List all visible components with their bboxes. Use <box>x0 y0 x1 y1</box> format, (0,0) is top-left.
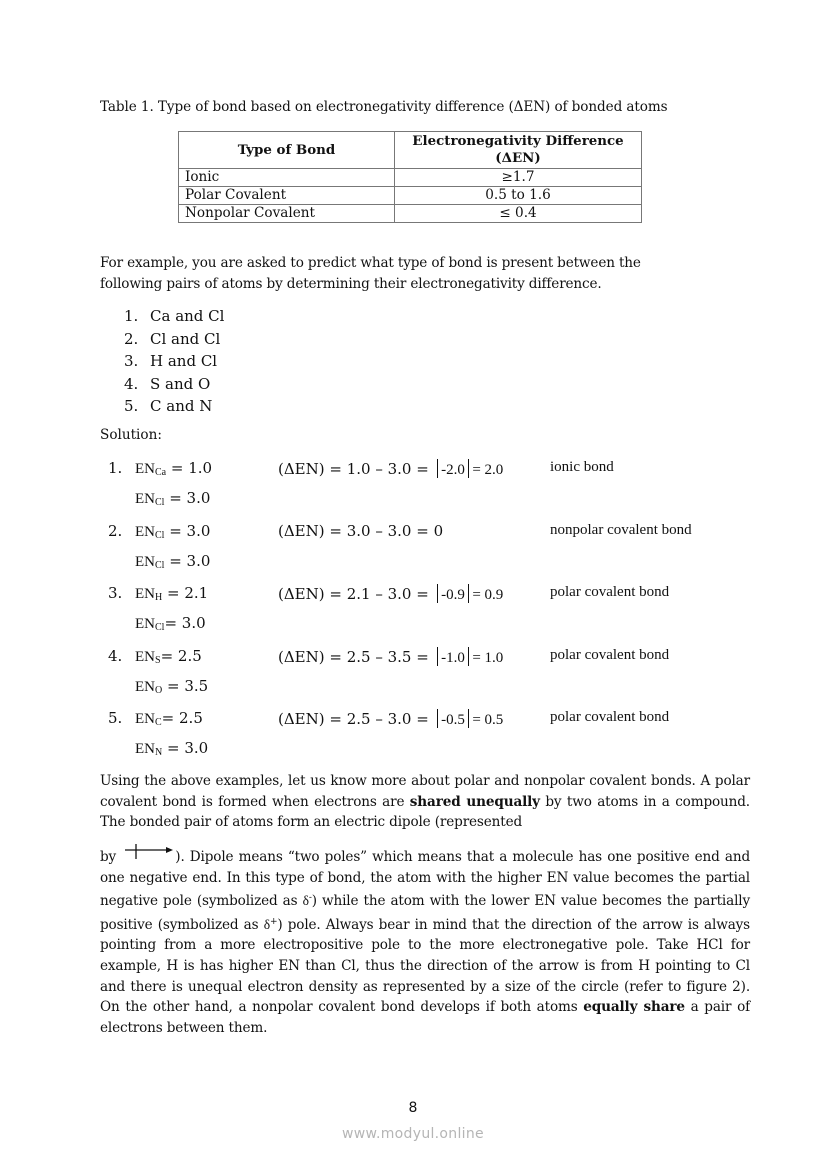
list-number: 2. <box>124 329 139 348</box>
header-type-of-bond: Type of Bond <box>179 132 395 169</box>
en-first-atom <box>135 584 208 603</box>
solution-number: 1. <box>108 459 123 477</box>
absolute-value <box>434 462 504 478</box>
dipole-paragraph <box>100 843 750 1038</box>
intro-paragraph <box>100 253 750 294</box>
en-value: = 3.0 <box>164 522 211 540</box>
solution-number: 3. <box>108 584 123 602</box>
list-item <box>124 305 224 328</box>
en-first-atom <box>135 647 202 666</box>
delta-en-calculation <box>278 709 503 729</box>
en-first-atom <box>135 522 210 541</box>
element-subscript: H <box>155 592 163 603</box>
abs-result: = 0.5 <box>472 712 504 728</box>
list-item <box>124 395 224 418</box>
en-label: EN <box>135 616 155 632</box>
delta-en-calculation <box>278 522 443 540</box>
solution-item <box>108 522 748 542</box>
delta-en-calculation <box>278 459 503 479</box>
en-label: EN <box>135 711 155 727</box>
en-second-atom <box>135 552 210 571</box>
bond-type-result: polar covalent bond <box>550 584 670 600</box>
abs-inner: -0.9 <box>441 587 465 603</box>
intro-line-2: following pairs of atoms by determining their electronegativity difference. <box>100 275 602 292</box>
en-label: EN <box>135 554 155 570</box>
list-item <box>124 373 224 396</box>
delta-symbol: δ <box>263 916 270 932</box>
bond-type-result: polar covalent bond <box>550 647 670 663</box>
absolute-value <box>434 650 504 666</box>
list-item <box>124 328 224 351</box>
en-first-atom <box>135 459 212 478</box>
en-range-cell: 0.5 to 1.6 <box>395 187 642 205</box>
en-value: = 3.5 <box>162 677 209 695</box>
calc-expression: (ΔEN) = 2.5 – 3.0 = <box>278 710 434 728</box>
table-header-row <box>179 132 642 169</box>
en-value: = 2.5 <box>160 647 202 665</box>
paragraph-text: ) while the atom with the lower EN value becomes the partially positive (symbolized as <box>100 893 750 933</box>
header-en-line2: (ΔEN) <box>495 150 541 166</box>
solution-label: Solution: <box>100 427 162 443</box>
en-label: EN <box>135 491 155 507</box>
absolute-value <box>434 587 504 603</box>
en-label: EN <box>135 741 155 757</box>
list-text: Ca and Cl <box>150 307 225 325</box>
emphasis-shared-unequally: shared unequally <box>409 793 540 810</box>
list-text: H and Cl <box>150 352 218 371</box>
table-caption: Table 1. Type of bond based on electronegativity difference (ΔEN) of bonded atoms <box>100 99 668 115</box>
en-value: = 2.1 <box>162 584 209 602</box>
page-number: 8 <box>408 1100 418 1116</box>
bond-type-table <box>178 131 642 223</box>
abs-result: = 2.0 <box>472 462 504 478</box>
element-subscript: Cl <box>155 560 165 571</box>
calc-expression: (ΔEN) = 2.1 – 3.0 = <box>278 585 434 603</box>
abs-inner: -2.0 <box>441 462 465 478</box>
list-number: 3. <box>124 352 139 371</box>
bond-type-cell: Ionic <box>179 169 395 187</box>
en-second-atom <box>135 614 206 633</box>
header-en-line1: Electronegativity Difference <box>412 133 624 149</box>
solution-item <box>108 459 748 479</box>
watermark: www.modyul.online <box>342 1126 484 1142</box>
bond-type-result: ionic bond <box>550 459 614 475</box>
calc-expression: (ΔEN) = 3.0 – 3.0 = 0 <box>278 522 444 540</box>
delta-en-calculation <box>278 584 503 604</box>
negative-sign: - <box>308 893 312 904</box>
delta-symbol: δ <box>302 893 309 909</box>
solution-number: 5. <box>108 709 123 727</box>
list-number: 5. <box>124 397 139 416</box>
bond-type-cell: Nonpolar Covalent <box>179 205 395 223</box>
solution-item <box>108 647 748 667</box>
list-text: S and O <box>150 374 211 393</box>
bond-type-result: nonpolar covalent bond <box>550 522 692 538</box>
paragraph-text: ). Dipole means “two poles” which means that a molecule has one positive end and one negative end. In this type of bond, the atom with the higher EN value becomes the partial negative pole (symbolized as <box>100 849 751 910</box>
list-number: 1. <box>124 307 139 325</box>
element-subscript: Cl <box>155 530 165 541</box>
en-second-atom <box>135 489 210 508</box>
en-second-atom <box>135 677 208 696</box>
en-range-cell: ≥1.7 <box>395 169 642 187</box>
element-subscript: N <box>155 747 163 758</box>
bond-type-result: polar covalent bond <box>550 709 670 725</box>
intro-line-1: For example, you are asked to predict what type of bond is present between the <box>100 255 641 271</box>
atom-pairs-list <box>124 305 224 418</box>
en-label: EN <box>135 586 155 602</box>
abs-inner: -1.0 <box>441 650 465 666</box>
en-value: = 3.0 <box>164 552 211 570</box>
list-text: Cl and Cl <box>150 329 221 348</box>
header-en-difference <box>395 132 642 169</box>
solution-item <box>108 709 748 729</box>
en-value: = 3.0 <box>164 489 211 507</box>
solution-number: 4. <box>108 647 123 665</box>
element-subscript: O <box>155 685 163 696</box>
paragraph-text: Using the above examples, let us know more about polar and nonpolar covalent bonds. A polar covalent bond is formed when electrons are <box>100 773 750 810</box>
bond-type-cell: Polar Covalent <box>179 187 395 205</box>
abs-inner: -0.5 <box>441 712 465 728</box>
paragraph-text: ) pole. Always bear in mind that the direction of the arrow is always pointing from a more electropositive pole to the more electronegative pole. Take HCl for example, H is has higher EN than Cl, thus the direction of the arrow is from H pointing to Cl and there is unequal electron density as represented by a size of the circle (refer to figure 2). On the other hand, a nonpolar covalent bond develops if both atoms <box>100 916 751 1016</box>
en-label: EN <box>135 649 155 665</box>
en-second-atom <box>135 739 208 758</box>
positive-sign: + <box>269 916 278 927</box>
en-first-atom <box>135 709 203 728</box>
paragraph-text: by <box>100 849 117 865</box>
delta-en-calculation <box>278 647 503 667</box>
table-row <box>179 187 642 205</box>
list-number: 4. <box>124 374 139 393</box>
absolute-value <box>434 712 504 728</box>
element-subscript: Cl <box>155 622 165 633</box>
solution-item <box>108 584 748 604</box>
element-subscript: Ca <box>155 467 167 478</box>
element-subscript: C <box>155 717 162 728</box>
emphasis-equally-share: equally share <box>583 999 685 1016</box>
en-value: = 3.0 <box>162 739 209 757</box>
en-value: = 1.0 <box>166 459 213 477</box>
table-row <box>179 169 642 187</box>
abs-result: = 1.0 <box>472 650 504 666</box>
en-value: = 3.0 <box>164 614 206 632</box>
en-label: EN <box>135 679 155 695</box>
calc-expression: (ΔEN) = 1.0 – 3.0 = <box>278 460 434 478</box>
paragraph-text: by two atoms in a compound. The bonded pair of atoms form an electric dipole (represented <box>100 793 750 831</box>
element-subscript: S <box>155 655 161 666</box>
polar-bond-paragraph <box>100 771 750 833</box>
paragraph-text: a pair of electrons between them. <box>100 999 751 1036</box>
element-subscript: Cl <box>155 497 165 508</box>
table-row <box>179 205 642 223</box>
list-text: C and N <box>150 397 213 416</box>
abs-result: = 0.9 <box>472 587 504 603</box>
solution-number: 2. <box>108 522 123 540</box>
en-value: = 2.5 <box>161 709 203 727</box>
calc-expression: (ΔEN) = 2.5 – 3.5 = <box>278 648 434 666</box>
en-label: EN <box>135 461 155 477</box>
en-range-cell: ≤ 0.4 <box>395 205 642 223</box>
dipole-arrow-icon <box>123 843 173 863</box>
list-item <box>124 350 224 373</box>
en-label: EN <box>135 524 155 540</box>
